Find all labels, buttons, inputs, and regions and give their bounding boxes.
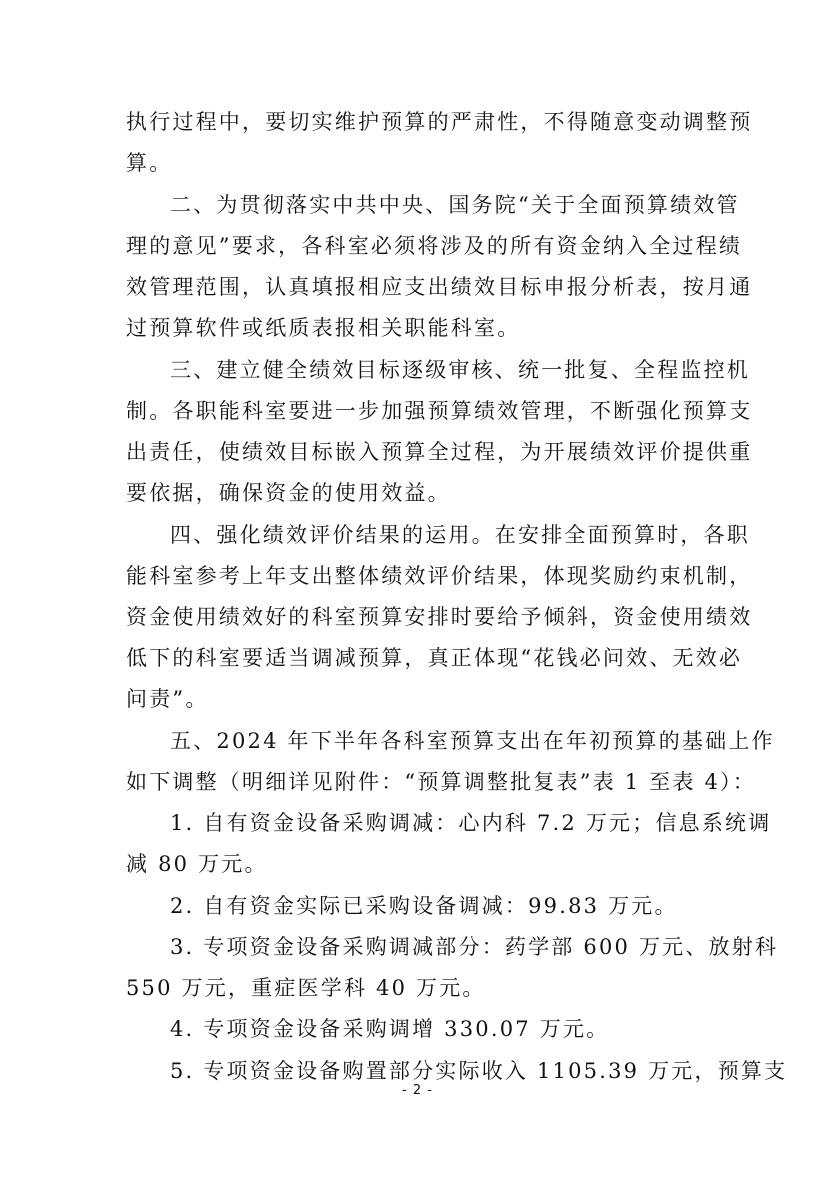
text-line-9: 出责任，使绩效目标嵌入预算全过程，为开展绩效评价提供重 bbox=[126, 440, 753, 464]
text-line-22: 550 万元，重症医学科 40 万元。 bbox=[126, 976, 486, 1000]
text-line-16: 五、2024 年下半年各科室预算支出在年初预算的基础上作 bbox=[170, 729, 775, 753]
text-line-4: 理的意见”要求，各科室必须将涉及的所有资金纳入全过程绩 bbox=[126, 234, 743, 258]
text-line-7: 三、建立健全绩效目标逐级审核、统一批复、全程监控机 bbox=[170, 358, 750, 382]
text-line-12: 能科室参考上年支出整体绩效评价结果，体现奖励约束机制， bbox=[126, 564, 753, 588]
text-line-10: 要依据，确保资金的使用效益。 bbox=[126, 481, 451, 505]
text-line-18: 1. 自有资金设备采购调减：心内科 7.2 万元；信息系统调 bbox=[170, 811, 772, 835]
text-line-3: 二、为贯彻落实中共中央、国务院“关于全面预算绩效管 bbox=[170, 193, 740, 217]
text-line-8: 制。各职能科室要进一步加强预算绩效管理，不断强化预算支 bbox=[126, 399, 753, 423]
text-line-2: 算。 bbox=[126, 151, 173, 175]
text-line-1: 执行过程中，要切实维护预算的严肃性，不得随意变动调整预 bbox=[126, 110, 753, 134]
text-line-11: 四、强化绩效评价结果的运用。在安排全面预算时，各职 bbox=[170, 523, 750, 547]
text-line-24: 5. 专项资金设备购置部分实际收入 1105.39 万元，预算支 bbox=[170, 1059, 788, 1083]
text-line-19: 减 80 万元。 bbox=[126, 852, 268, 876]
text-line-21: 3. 专项资金设备采购调减部分：药学部 600 万元、放射科 bbox=[170, 935, 779, 959]
text-line-13: 资金使用绩效好的科室预算安排时要给予倾斜，资金使用绩效 bbox=[126, 605, 753, 629]
text-line-17: 如下调整（明细详见附件：“预算调整批复表”表 1 至表 4）： bbox=[126, 770, 756, 794]
text-line-20: 2. 自有资金实际已采购设备调减：99.83 万元。 bbox=[170, 894, 678, 918]
text-line-14: 低下的科室要适当调减预算，真正体现“花钱必问效、无效必 bbox=[126, 646, 743, 670]
page-number: - 2 - bbox=[402, 1083, 433, 1098]
text-line-6: 过预算软件或纸质表报相关职能科室。 bbox=[126, 316, 521, 340]
text-line-23: 4. 专项资金设备采购调增 330.07 万元。 bbox=[170, 1017, 610, 1041]
text-line-15: 问责”。 bbox=[126, 687, 209, 711]
text-line-5: 效管理范围，认真填报相应支出绩效目标申报分析表，按月通 bbox=[126, 275, 753, 299]
